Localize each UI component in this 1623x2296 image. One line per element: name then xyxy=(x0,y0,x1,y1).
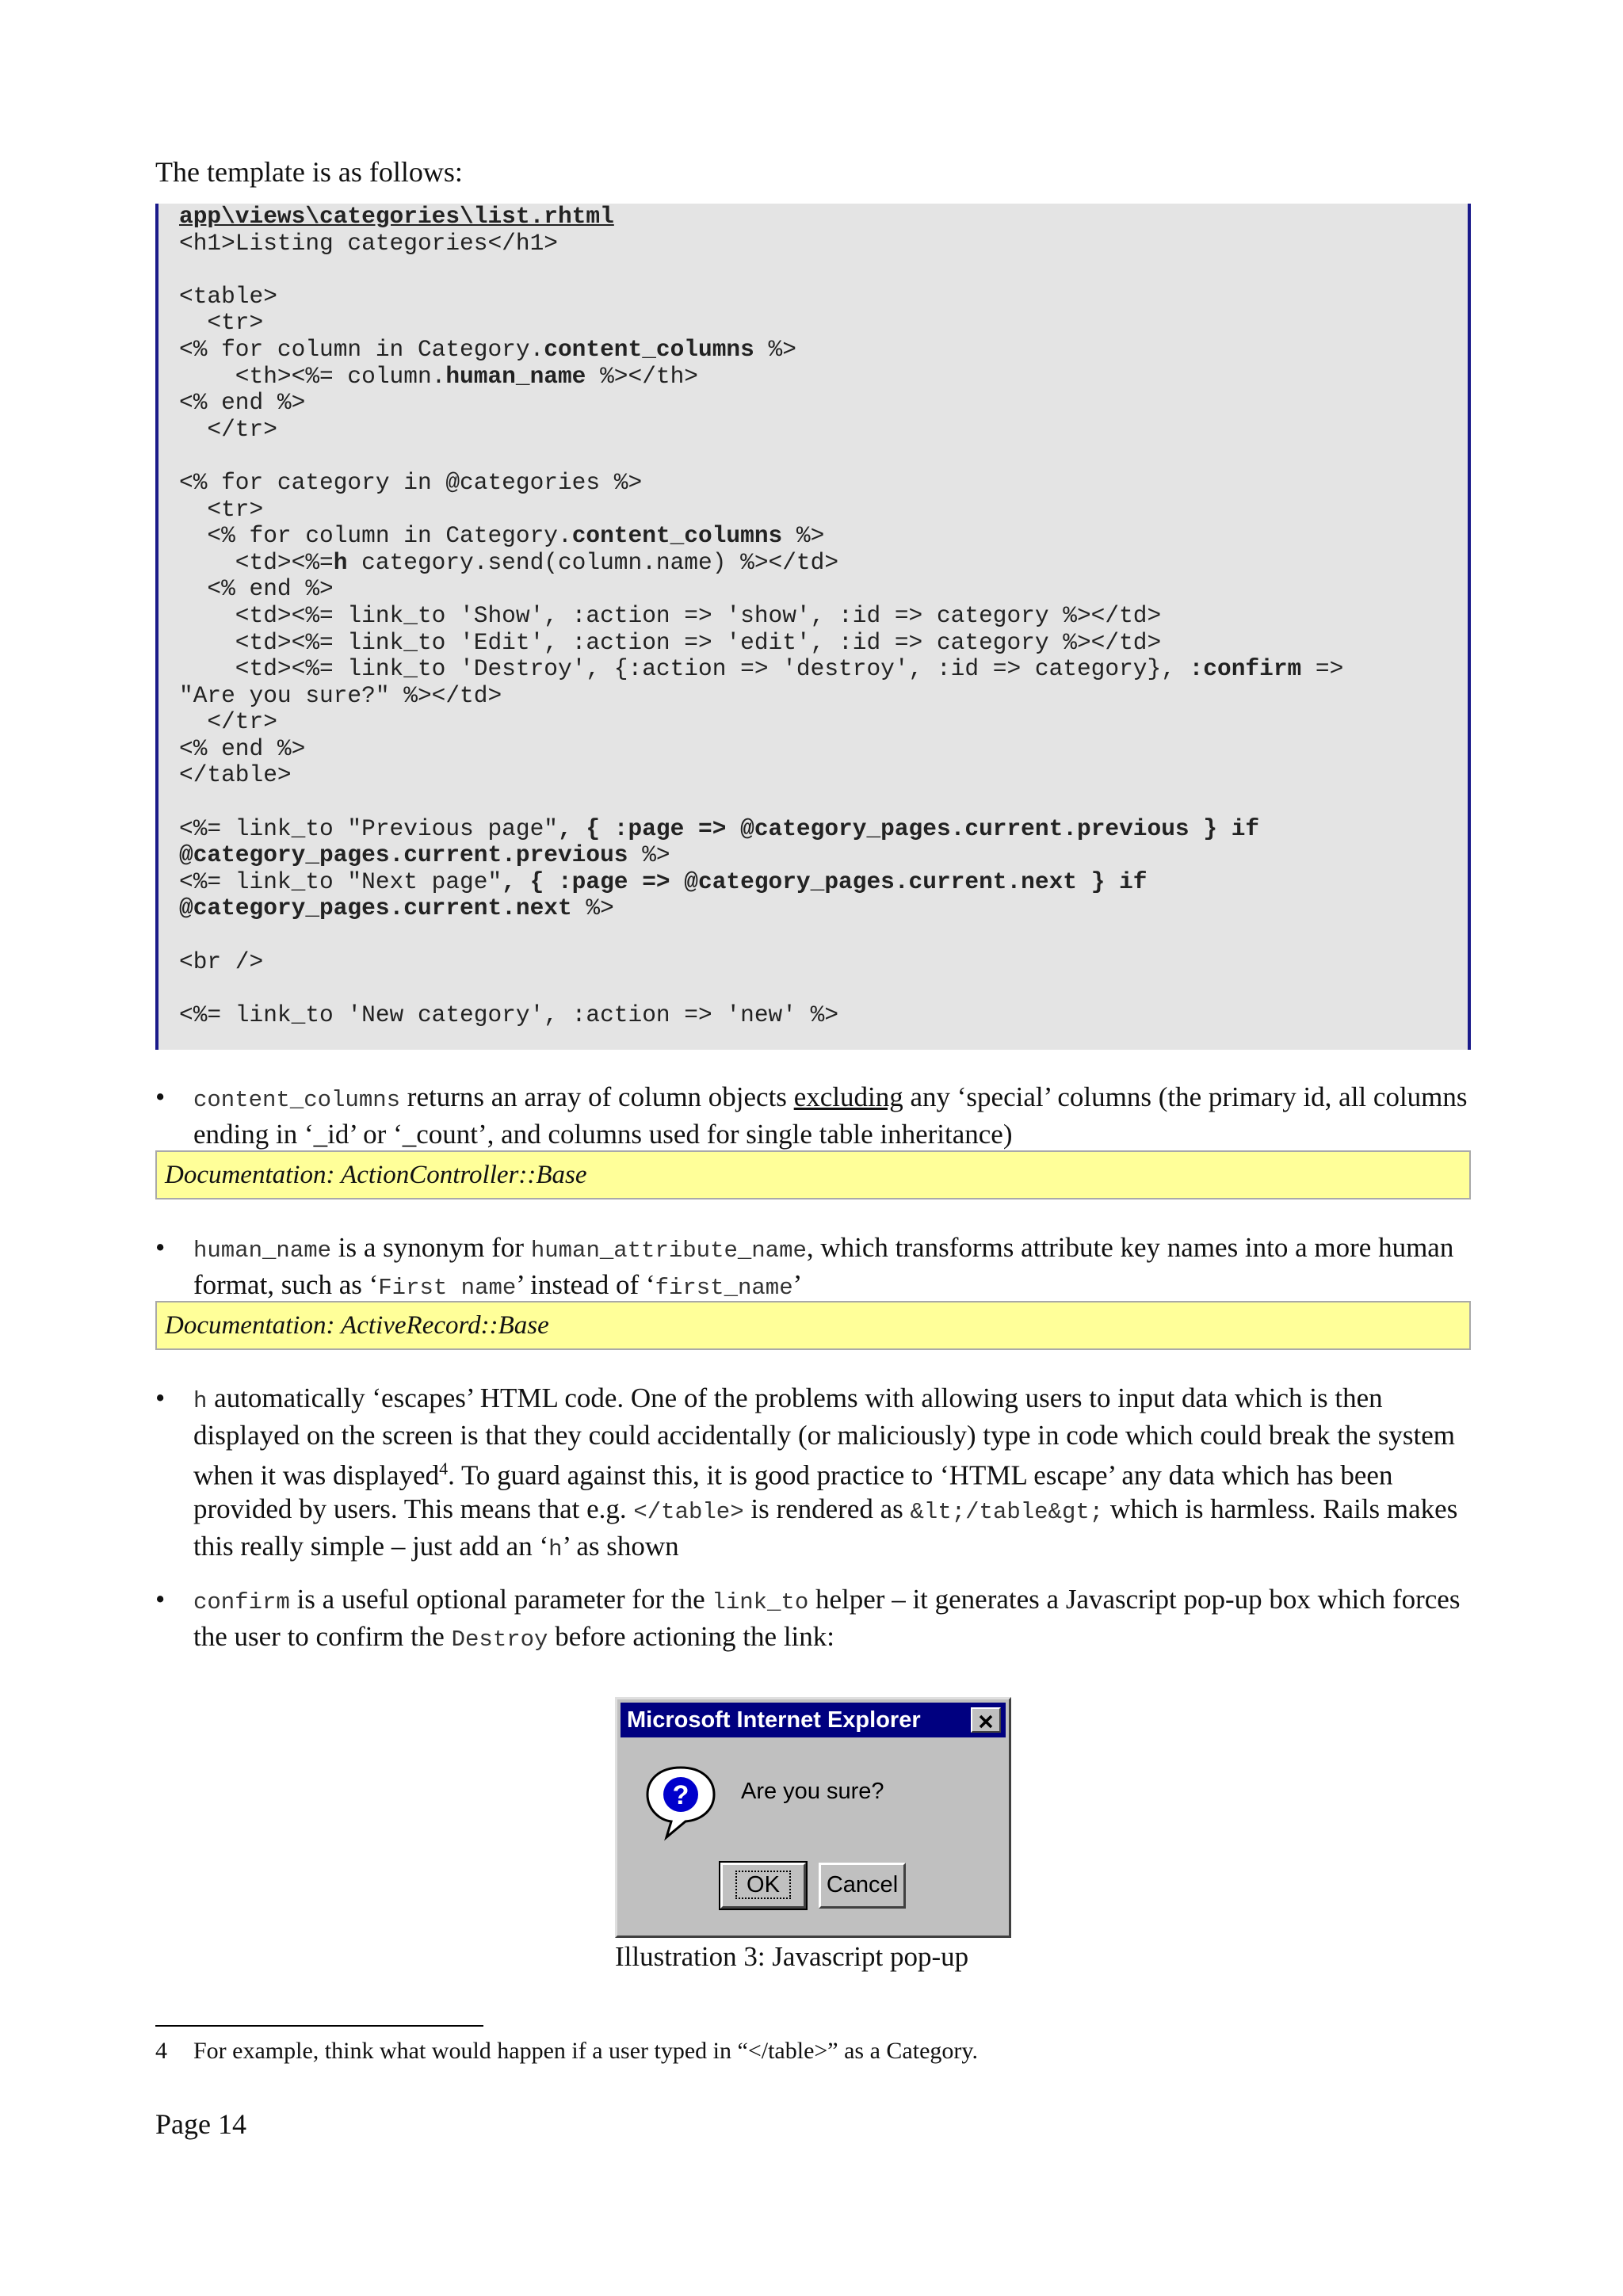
documentation-box: Documentation: ActionController::Base xyxy=(155,1150,1471,1199)
code-line: </table> xyxy=(179,761,292,789)
code-line: <%= link_to 'New category', :action => 'new' %> xyxy=(179,1001,839,1028)
text-run: helper – it generates a Javascript pop-up box which forces the user to confirm the xyxy=(193,1584,1461,1652)
code-line: <% end %> xyxy=(179,389,306,417)
code-keyword: h xyxy=(333,548,348,576)
text-run: is a useful optional parameter for the xyxy=(289,1584,712,1615)
code-line: <% for column in Category. xyxy=(179,522,572,550)
code-line: <%= link_to "Previous page" xyxy=(179,814,558,842)
inline-code: confirm xyxy=(193,1589,290,1615)
inline-code: human_attribute_name xyxy=(530,1238,807,1264)
page-number: Page 14 xyxy=(155,2108,246,2140)
close-icon[interactable] xyxy=(971,1707,1001,1733)
text-run: any ‘special’ columns (the primary id, all columns ending in ‘_id’ or ‘_count’, and columns used for single table inheritance) xyxy=(193,1081,1468,1150)
bullet-h-escape xyxy=(155,1382,1471,1566)
code-keyword: @category_pages.current.previous xyxy=(179,841,628,869)
dialog-title: Microsoft Internet Explorer xyxy=(627,1707,921,1733)
code-keyword: , { :page => @category_pages.current.next } if xyxy=(502,868,1148,895)
bullet-content-columns xyxy=(155,1081,1471,1151)
documentation-box: Documentation: ActiveRecord::Base xyxy=(155,1301,1471,1350)
text-run: is a synonym for xyxy=(331,1232,531,1263)
bullet-text xyxy=(193,1583,1471,1657)
code-filename: app\views\categories\list.rhtml xyxy=(179,203,614,230)
footnote-number: 4 xyxy=(155,2038,167,2064)
bullet-marker: • xyxy=(155,1081,166,1112)
code-line: <h1>Listing categories</h1> xyxy=(179,229,558,257)
code-line: %></th> xyxy=(586,362,699,390)
code-line: <td><%= xyxy=(179,548,334,576)
bullet-text xyxy=(193,1081,1471,1151)
code-line: <% end %> xyxy=(179,734,306,762)
code-line: %> xyxy=(571,894,614,922)
text-run: which is harmless. Rails makes this really simple – just add an ‘ xyxy=(193,1493,1458,1562)
code-line: %> xyxy=(782,522,825,550)
underlined-text: excluding xyxy=(793,1081,903,1112)
code-line: </tr> xyxy=(179,415,277,443)
code-line: "Are you sure?" %></td> xyxy=(179,681,502,709)
inline-code: first_name xyxy=(655,1274,793,1301)
bullet-confirm xyxy=(155,1583,1471,1657)
code-keyword: , { :page => @category_pages.current.previous } if xyxy=(557,814,1260,842)
code-line: %> xyxy=(628,841,670,869)
code-line: <td><%= link_to 'Show', :action => 'show', :id => category %></td> xyxy=(179,601,1162,629)
text-run: automatically ‘escapes’ HTML code. One of the problems with allowing users to input data which is then displayed on the screen is that they could accidentally (or maliciously) type in code which could break the system when it was displayed xyxy=(193,1383,1456,1491)
question-icon xyxy=(643,1763,719,1846)
text-run: ’ as shown xyxy=(562,1530,679,1562)
bullet-human-name xyxy=(155,1231,1471,1305)
text-run: is rendered as xyxy=(743,1493,911,1525)
bullet-marker: • xyxy=(155,1232,166,1263)
footnote-reference: 4 xyxy=(439,1459,449,1478)
bullet-marker: • xyxy=(155,1584,166,1615)
inline-code: &lt;/table&gt; xyxy=(910,1499,1104,1526)
confirm-dialog-illustration xyxy=(615,1697,1011,1938)
code-keyword: human_name xyxy=(445,362,586,390)
inline-code: </table> xyxy=(633,1499,744,1526)
code-keyword: @category_pages.current.next xyxy=(179,894,572,922)
dialog-message: Are you sure? xyxy=(741,1779,884,1804)
code-line: category.send(column.name) %></td> xyxy=(347,548,839,576)
code-line: </tr> xyxy=(179,708,277,736)
code-listing xyxy=(155,204,1471,1050)
inline-code: content_columns xyxy=(193,1087,401,1113)
code-line: <tr> xyxy=(179,309,264,337)
inline-code: Destroy xyxy=(451,1626,548,1653)
inline-code: h xyxy=(193,1388,208,1414)
code-keyword: :confirm xyxy=(1189,655,1302,683)
code-line: <td><%= link_to 'Destroy', {:action => 'destroy', :id => category}, xyxy=(179,655,1190,683)
bullet-marker: • xyxy=(155,1383,166,1413)
intro-text: The template is as follows: xyxy=(155,156,463,188)
code-keyword: content_columns xyxy=(571,522,783,550)
text-run: , which transforms attribute key names into a more human format, such as ‘ xyxy=(193,1232,1454,1300)
code-line: <table> xyxy=(179,282,277,310)
dialog-titlebar xyxy=(621,1703,1006,1737)
code-line: <tr> xyxy=(179,495,264,523)
text-run: ’ instead of ‘ xyxy=(516,1268,655,1300)
ok-button-label: OK xyxy=(735,1871,791,1899)
code-line: <%= link_to "Next page" xyxy=(179,868,502,895)
footnote xyxy=(155,2038,978,2065)
bullet-text xyxy=(193,1231,1471,1305)
code-block xyxy=(179,204,1343,1028)
text-run: . To guard against this, it is good practice to ‘HTML escape’ any data which has been provided by users. This means that e.g. xyxy=(193,1459,1393,1525)
svg-text:?: ? xyxy=(672,1780,689,1810)
text-run: before actioning the link: xyxy=(548,1620,834,1652)
code-line: <td><%= link_to 'Edit', :action => 'edit', :id => category %></td> xyxy=(179,628,1162,656)
code-line: <% for category in @categories %> xyxy=(179,468,643,496)
footnote-text: For example, think what would happen if a user typed in “</table>” as a Category. xyxy=(193,2038,978,2064)
code-line: <% for column in Category. xyxy=(179,335,544,363)
code-line: <% end %> xyxy=(179,575,334,603)
inline-code: First name xyxy=(378,1274,517,1301)
text-run: returns an array of column objects xyxy=(400,1081,794,1112)
code-line: %> xyxy=(754,335,796,363)
code-line: <th><%= column. xyxy=(179,362,446,390)
code-line: => xyxy=(1301,655,1344,683)
ok-button[interactable] xyxy=(720,1863,806,1909)
bullet-text xyxy=(193,1382,1471,1566)
inline-code: human_name xyxy=(193,1238,332,1264)
code-keyword: content_columns xyxy=(544,335,754,363)
code-line: <br /> xyxy=(179,948,264,975)
inline-code: h xyxy=(548,1535,563,1562)
cancel-button[interactable]: Cancel xyxy=(819,1863,906,1909)
inline-code: link_to xyxy=(712,1589,809,1615)
illustration-caption: Illustration 3: Javascript pop-up xyxy=(615,1941,969,1972)
text-run: ’ xyxy=(792,1268,803,1300)
footnote-divider xyxy=(155,2025,483,2027)
